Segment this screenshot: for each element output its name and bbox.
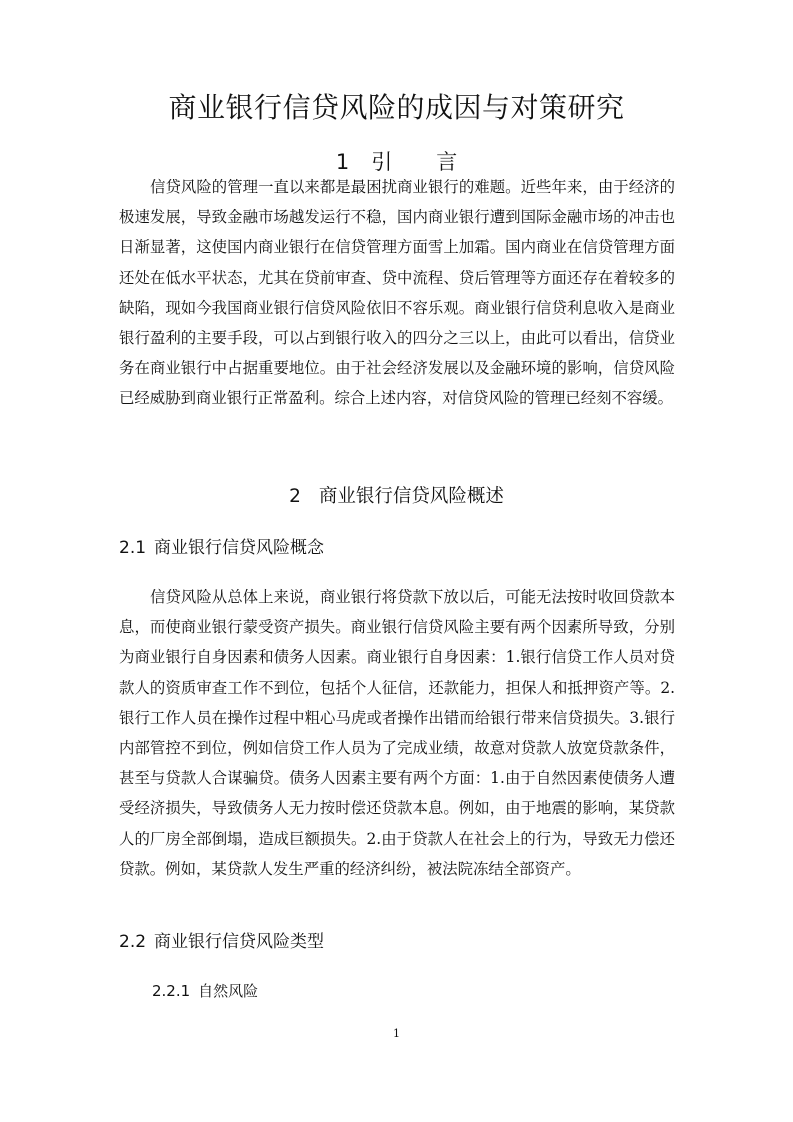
section-2-2-number: 2.2 bbox=[119, 932, 147, 952]
section-2-1-paragraph: 信贷风险从总体上来说，商业银行将贷款下放以后，可能无法按时收回贷款本息，而使商业银行蒙受资产损失。商业银行信贷风险主要有两个因素所导致，分别为商业银行自身因素和债务人因素。商业银行自身因素：1.银行信贷工作人员对贷款人的资质审查工作不到位，包括个人征信，还款能力，担保人和抵押资产等。2.银行工作人员在操作过程中粗心马虎或者操作出错而给银行带来信贷损失。3.银行内部管控不到位，例如信贷工作人员为了完成业绩，故意对贷款人放宽贷款条件，甚至与贷款人合谋骗贷。债务人因素主要有两个方面：1.由于自然因素使债务人遭受经济损失，导致债务人无力按时偿还贷款本息。例如，由于地震的影响，某贷款人的厂房全部倒塌，造成巨额损失。2.由于贷款人在社会上的行为，导致无力偿还贷款。例如，某贷款人发生严重的经济纠纷，被法院冻结全部资产。 bbox=[119, 588, 675, 878]
section-1-heading-right: 言 bbox=[436, 150, 458, 174]
section-2-1-heading-text: 商业银行信贷风险概念 bbox=[154, 538, 325, 558]
section-2-heading bbox=[0, 482, 793, 512]
page-number: 1 bbox=[393, 1027, 400, 1040]
section-2-2-heading-text: 商业银行信贷风险类型 bbox=[154, 932, 325, 952]
section-2-2-heading bbox=[119, 928, 324, 956]
section-2-1-heading bbox=[119, 534, 324, 562]
section-2-2-1-number: 2.2.1 bbox=[152, 982, 191, 1000]
section-1-paragraph: 信贷风险的管理一直以来都是最困扰商业银行的难题。近些年来，由于经济的极速发展，导致金融市场越发运行不稳，国内商业银行遭到国际金融市场的冲击也日渐显著，这使国内商业银行在信贷管理方面雪上加霜。国内商业在信贷管理方面还处在低水平状态，尤其在贷前审查、贷中流程、贷后管理等方面还存在着较多的缺陷，现如今我国商业银行信贷风险依旧不容乐观。商业银行信贷利息收入是商业银行盈利的主要手段，可以占到银行收入的四分之三以上，由此可以看出，信贷业务在商业银行中占据重要地位。由于社会经济发展以及金融环境的影响，信贷风险已经威胁到商业银行正常盈利。综合上述内容，对信贷风险的管理已经刻不容缓。 bbox=[119, 178, 675, 408]
document-title: 商业银行信贷风险的成因与对策研究 bbox=[168, 91, 625, 124]
section-2-number: 2 bbox=[289, 486, 301, 507]
section-2-2-1-heading bbox=[152, 978, 258, 1004]
section-1-number: 1 bbox=[335, 150, 350, 174]
section-2-1-number: 2.1 bbox=[119, 538, 147, 558]
section-1-heading-left: 引 bbox=[371, 150, 393, 174]
section-2-2-1-heading-text: 自然风险 bbox=[198, 982, 259, 1000]
section-2-heading-text: 商业银行信贷风险概述 bbox=[318, 486, 504, 507]
